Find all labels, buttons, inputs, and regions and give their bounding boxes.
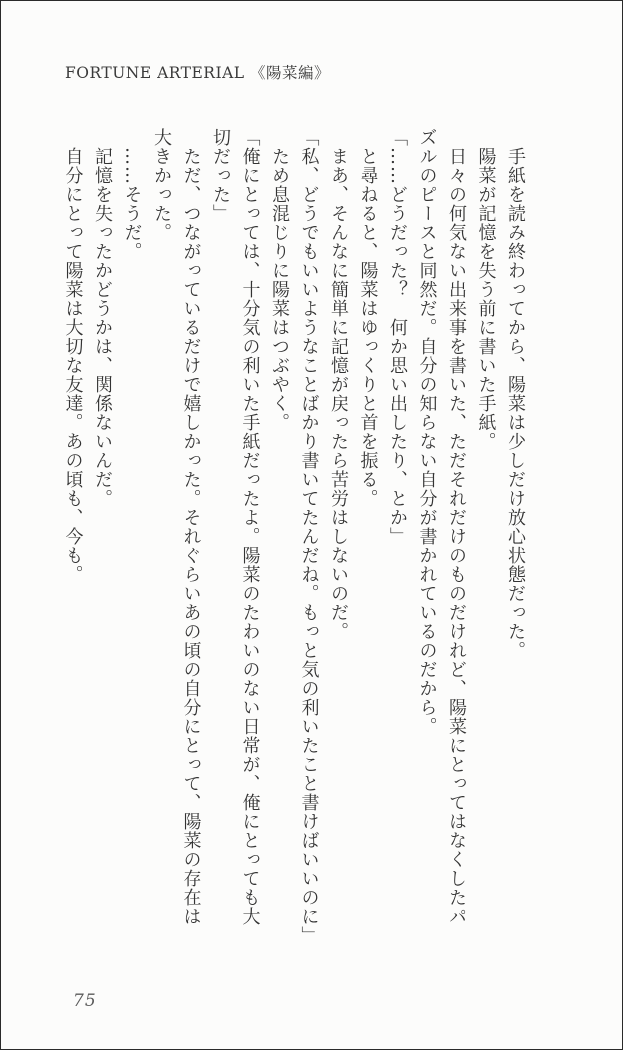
text-line: まあ、そんなに簡単に記憶が戻ったら苦労はしないのだ。 [328,147,349,641]
text-line: ズルのピースと同然だ。自分の知らない自分が書かれているのだから。 [416,128,438,736]
text-line: 日々の何気ない出来事を書いた、ただそれだけのものだけれど、陽菜にとってはなくしたパ [446,147,467,926]
text-line: ……そうだ。 [121,147,143,261]
text-line: 「……どうだった？ 何か思い出したり、とか」 [387,128,408,546]
running-header-title: FORTUNE ARTERIAL 《陽菜編》 [65,64,331,82]
text-line: ため息混じりに陽菜はつぶやく。 [269,147,290,432]
text-line: 「私、どうでもいいようなことばかり書いてたんだね。もっと気の利いたこと書けばいいのに」 [298,128,320,945]
text-line: と尋ねると、陽菜はゆっくりと首を振る。 [357,147,379,508]
text-line: 「俺にとっては、十分気の利いた手紙だったよ。陽菜のたわいのない日常が、俺にとっても大 [239,128,261,926]
text-line: 記憶を失ったかどうかは、関係ないんだ。 [92,147,113,508]
text-line: 自分にとって陽菜は大切な友達。あの頃も、今も。 [62,147,84,584]
text-line: 切だった」 [210,128,231,223]
text-line: 手紙を読み終わってから、陽菜は少しだけ放心状態だった。 [505,147,526,660]
page-number: 75 [73,991,97,1011]
text-line: ただ、つながっているだけで嬉しかった。それぐらいあの頃の自分にとって、陽菜の存在は [180,147,202,926]
text-line: 大きかった。 [151,128,172,242]
body-text-block [58,128,530,973]
text-line: 陽菜が記憶を失う前に書いた手紙。 [475,147,497,451]
